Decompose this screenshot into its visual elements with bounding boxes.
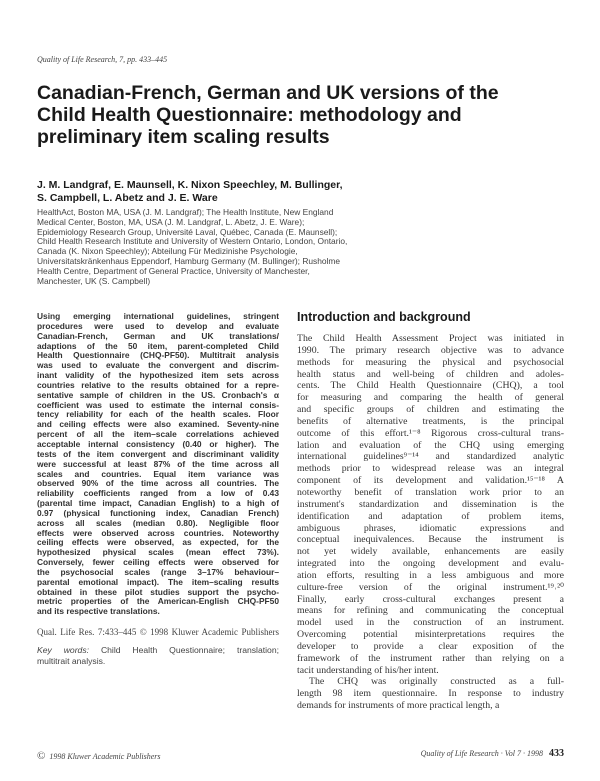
body-line: length 98 item questionnaire. In response to industry bbox=[297, 688, 564, 700]
footer-journal bbox=[421, 748, 564, 759]
body-line: developer to provide a clear exposition of the bbox=[297, 640, 564, 652]
footer-copyright-text: 1998 Kluwer Academic Publishers bbox=[49, 752, 161, 761]
body-line: and specific groups of children and estimating the bbox=[297, 404, 564, 416]
body-line: The Child Health Assessment Project was initiated in bbox=[297, 333, 564, 344]
abstract-line: scales and countries. Equal item variance was bbox=[37, 469, 279, 479]
body-line: health status and well-being of children and adoles- bbox=[297, 368, 564, 380]
abstract-line: Canadian-French, German and UK translations/ bbox=[37, 331, 279, 341]
body-line: framework of the instrument rather than relying on a bbox=[297, 652, 564, 664]
affiliation-line: HealthAct, Boston MA, USA (J. M. Landgraf); The Health Institute, New England bbox=[37, 207, 334, 217]
affiliations bbox=[37, 208, 347, 286]
author-line: J. M. Landgraf, E. Maunsell, K. Nixon Speechley, M. Bullinger, bbox=[37, 179, 343, 191]
body-line: 1990. The primary research objective was to advance bbox=[297, 344, 564, 356]
abstract-line: effects were observed across countries. Noteworthy bbox=[37, 528, 279, 538]
keywords-text-continued: multitrait analysis. bbox=[37, 655, 106, 666]
abstract-line: procedures were used to develop and evaluate bbox=[37, 321, 279, 331]
body-line: international guidelines⁹⁻¹⁴ and standardized analytic bbox=[297, 451, 564, 463]
abstract-line: coefficient was used to estimate the internal consis- bbox=[37, 400, 279, 410]
affiliation-line: Universitatskränkenhaus Eppendorf, Hamburg Germany (M. Bullinger); Rusholme bbox=[37, 255, 341, 266]
affiliation-line: Canada (K. Nixon Speechley); Abteilung Für Medizinishe Psychologie, bbox=[37, 246, 298, 257]
body-line: ambiguous phrases, idiomatic expressions and bbox=[297, 522, 564, 534]
body-line: demands for instruments of more practical length, a bbox=[297, 700, 500, 712]
footer-copyright bbox=[37, 750, 161, 762]
keywords-text: Child Health Questionnaire; translation; bbox=[100, 645, 279, 655]
body-line: instrument's standardization and dissemination is the bbox=[297, 498, 564, 510]
body-line: culture-free version of the original instrument.¹⁹˒²⁰ bbox=[297, 581, 564, 593]
article-title bbox=[37, 82, 499, 148]
abstract-line: tests of the item convergent and discriminant validity bbox=[37, 449, 279, 459]
abstract-line: countries relative to the results obtained for a repre- bbox=[37, 380, 279, 390]
author-line: S. Campbell, L. Abetz and J. E. Ware bbox=[37, 191, 218, 204]
body-line: The CHQ was originally constructed as a full- bbox=[309, 676, 564, 688]
abstract-line: Health Questionnaire (CHQ-PF50). Multitrait analysis bbox=[37, 351, 279, 361]
abstract-line: were successful at least 87% of the time across all bbox=[37, 459, 279, 469]
body-line: outcome of this effort.¹⁻⁸ Rigorous cross-cultural trans- bbox=[297, 427, 564, 439]
abstract-line: across all scales (median 0.80). Negligible floor bbox=[37, 518, 279, 528]
body-line: Finally, early cross-cultural exchanges present a bbox=[297, 593, 564, 605]
body-line: ation efforts, resulting in a less ambiguous and more bbox=[297, 569, 564, 581]
body-line: component of its development and validation.¹⁵⁻¹⁸ A bbox=[297, 475, 564, 487]
abstract-line: adaptions of the 50 item, parent-completed Child bbox=[37, 341, 279, 351]
body-line: methods for measuring the physical and psychosocial bbox=[297, 356, 564, 368]
body-line: integrated into the ongoing development and evalu- bbox=[297, 558, 564, 570]
page-number: 433 bbox=[549, 748, 564, 759]
abstract-line: the psychosocial scales (range 3–17% behaviour– bbox=[37, 567, 279, 577]
abstract-line: hypothesized physical scales (mean effect 73%). bbox=[37, 548, 279, 558]
body-line: model used in the construction of an instrument. bbox=[297, 617, 564, 629]
affiliation-line: Child Health Research Institute and University of Western Ontario, London, Ontario, bbox=[37, 236, 348, 247]
title-line: preliminary item scaling results bbox=[37, 126, 330, 148]
body-line: benefits of alternative treatments, is the principal bbox=[297, 415, 564, 427]
abstract-line: observed 90% of the time across all countries. The bbox=[37, 479, 279, 489]
body-line: conceptual inequivalences. Because the instrument is bbox=[297, 534, 564, 546]
body-line: means for refining and communicating the conceptual bbox=[297, 605, 564, 617]
title-line: Child Health Questionnaire: methodology and bbox=[37, 104, 462, 126]
abstract-line: 0.97 (physical functioning index, Canadian French) bbox=[37, 508, 279, 518]
abstract-line: obtained in these pilot studies support the psycho- bbox=[37, 587, 279, 597]
body-text bbox=[297, 333, 564, 712]
author-list bbox=[37, 179, 343, 204]
abstract-line: Using emerging international guidelines, stringent bbox=[37, 312, 279, 321]
abstract-line: inant validity of the hypothesized item sets across bbox=[37, 371, 279, 381]
title-line: Canadian-French, German and UK versions of the bbox=[37, 82, 499, 104]
abstract-line: metric properties of the American-English CHQ-PF50 bbox=[37, 597, 279, 607]
abstract-line: parental emotional impact). The item–scaling results bbox=[37, 577, 279, 587]
body-line: lation and evaluation of the CHQ using emerging bbox=[297, 439, 564, 451]
body-line: cents. The Child Health Questionnaire (CHQ), a tool bbox=[297, 380, 564, 392]
affiliation-line: Health Centre, Department of General Practice, University of Manchester, bbox=[37, 265, 310, 276]
journal-reference: Quality of Life Research, 7, pp. 433–445 bbox=[37, 55, 168, 64]
body-line: not yet widely available, enhancements are easily bbox=[297, 546, 564, 558]
abstract-line: and ceiling effects were also examined. Seventy-nine bbox=[37, 420, 279, 430]
affiliation-line: Manchester, UK (S. Campbell) bbox=[37, 275, 151, 286]
keywords-label: Key words: bbox=[37, 645, 90, 655]
abstract bbox=[37, 312, 279, 617]
section-heading: Introduction and background bbox=[297, 310, 471, 324]
body-line: tacit understanding of his/her intent. bbox=[297, 664, 439, 676]
abstract-line: ceiling effects were observed, as expected, for the bbox=[37, 538, 279, 548]
keywords bbox=[37, 645, 279, 666]
abstract-line: and its respective translations. bbox=[37, 607, 160, 617]
citation-line: Qual. Life Res. 7:433–445 © 1998 Kluwer Academic Publishers bbox=[37, 627, 279, 637]
abstract-line: Conversely, fewer ceiling effects were observed for bbox=[37, 558, 279, 568]
abstract-line: acceptable internal consistency (0.40 or higher). The bbox=[37, 439, 279, 449]
abstract-line: percent of all the item–scale correlations achieved bbox=[37, 430, 279, 440]
abstract-line: reliability coefficients ranged from a low of 0.43 bbox=[37, 489, 279, 499]
affiliation-line: Medical Center, Boston, MA, USA (J. M. Landgraf, L. Abetz, J. E. Ware); bbox=[37, 216, 305, 227]
body-line: Overcoming potential misinterpretations requires the bbox=[297, 629, 564, 641]
abstract-line: tency reliability for each of the health scales. Floor bbox=[37, 410, 279, 420]
abstract-line: (parental time impact, Canadian English) to a high of bbox=[37, 499, 279, 509]
body-line: identification and adaptation of problem items, bbox=[297, 510, 564, 522]
abstract-line: was used to evaluate the convergent and discrim- bbox=[37, 361, 279, 371]
abstract-line: sentative sample of children in the US. Cronbach's α bbox=[37, 390, 279, 400]
body-line: methods prior to widespread release was an integral bbox=[297, 463, 564, 475]
copyright-icon: © bbox=[37, 750, 46, 762]
footer-journal-text: Quality of Life Research · Vol 7 · 1998 bbox=[420, 749, 543, 758]
affiliation-line: Epidemiology Research Group, Université Laval, Québec, Canada (E. Maunsell); bbox=[37, 226, 338, 237]
body-line: noteworthy benefit of translation work prior to an bbox=[297, 486, 564, 498]
body-line: for measuring and comparing the health of general bbox=[297, 392, 564, 404]
